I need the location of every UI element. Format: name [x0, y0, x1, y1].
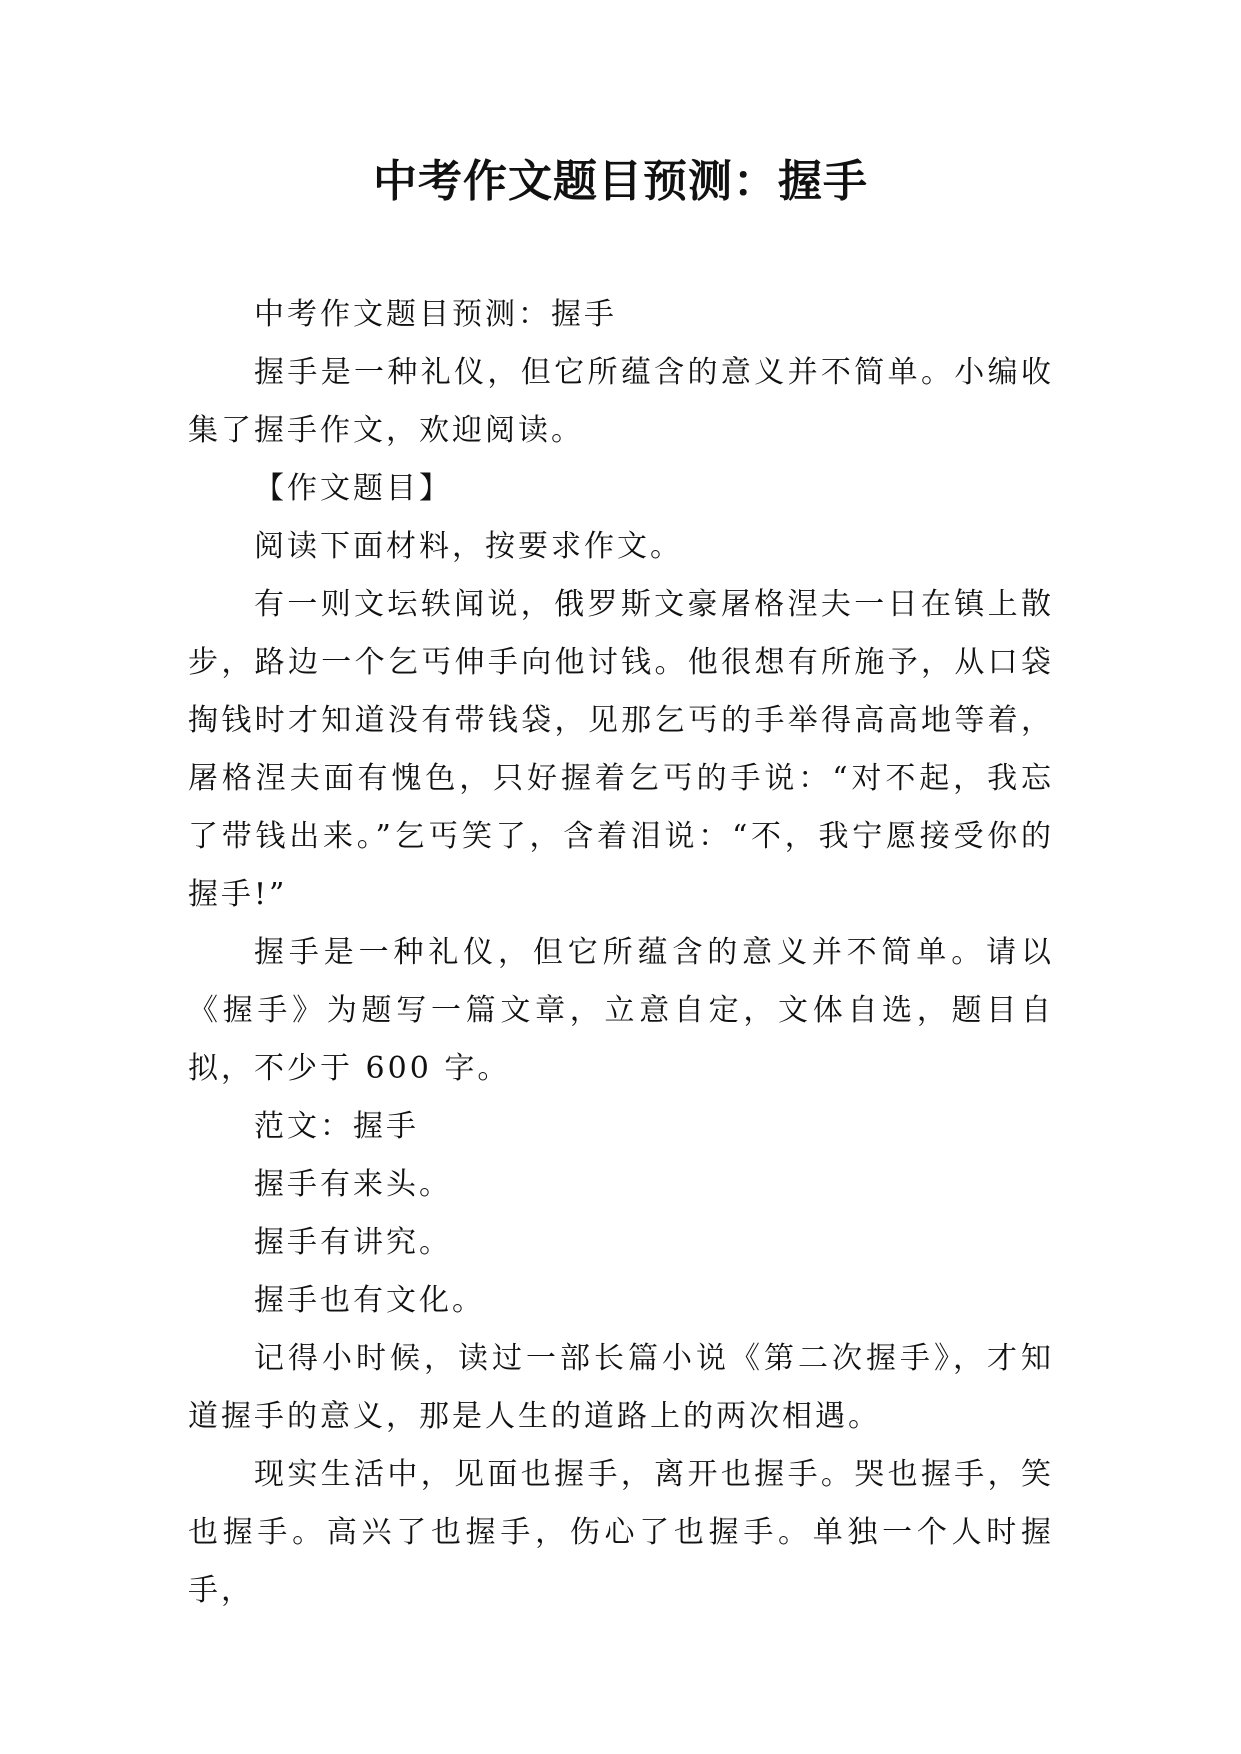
paragraph-sample-title: 范文：握手 — [254, 1109, 419, 1144]
document-title: 中考作文题目预测：握手 — [373, 156, 868, 207]
paragraph-instruction: 阅读下面材料，按要求作文。 — [254, 529, 683, 564]
paragraph-line-3: 握手也有文化。 — [254, 1283, 485, 1318]
paragraph-reality: 现实生活中，见面也握手，离开也握手。哭也握手，笑也握手。高兴了也握手，伤心了也握手。单独一个人时握手， — [188, 1457, 1054, 1608]
paragraph-line-1: 握手有来头。 — [254, 1167, 452, 1202]
paragraph-requirement: 握手是一种礼仪，但它所蕴含的意义并不简单。请以《握手》为题写一篇文章，立意自定，文体自选，题目自拟，不少于 600 字。 — [188, 935, 1054, 1086]
paragraph-line-2: 握手有讲究。 — [254, 1225, 452, 1260]
paragraph-anecdote: 有一则文坛轶闻说，俄罗斯文豪屠格涅夫一日在镇上散步，路边一个乞丐伸手向他讨钱。他很想有所施予，从口袋掏钱时才知道没有带钱袋，见那乞丐的手举得高高地等着，屠格涅夫面有愧色，只好握着乞丐的手说：“对不起，我忘了带钱出来。”乞丐笑了，含着泪说：“不，我宁愿接受你的握手!” — [188, 587, 1054, 912]
paragraph-section-heading: 【作文题目】 — [254, 471, 452, 506]
paragraph-memory: 记得小时候，读过一部长篇小说《第二次握手》，才知道握手的意义，那是人生的道路上的两次相遇。 — [188, 1341, 1054, 1434]
paragraph-subtitle: 中考作文题目预测：握手 — [254, 297, 617, 332]
document-body — [188, 286, 1054, 1620]
paragraph-intro: 握手是一种礼仪，但它所蕴含的意义并不简单。小编收集了握手作文，欢迎阅读。 — [188, 355, 1054, 448]
